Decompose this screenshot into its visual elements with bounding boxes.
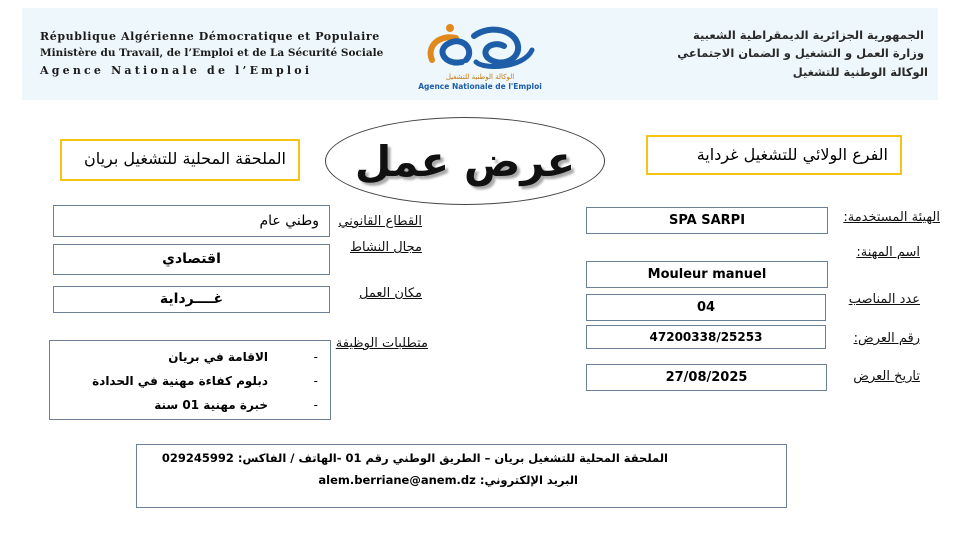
header-fr-line3: Agence Nationale de l’Emploi [40, 64, 313, 77]
workplace-field [53, 286, 330, 313]
header-fr-line1: République Algérienne Démocratique et Populaire [40, 30, 380, 43]
offer-date-field [586, 364, 827, 391]
offer-number-field [586, 325, 826, 349]
legal-sector-value: وطني عام [259, 213, 319, 229]
employer-field [586, 207, 828, 234]
header-ar-line3: الوكالة الوطنية للتشغيل [792, 65, 928, 79]
positions-label: عدد المناصب [848, 292, 920, 307]
employer-label: الهيئة المستخدمة: [843, 210, 940, 225]
header-ar-line1: الجمهورية الجزائرية الديمقراطية الشعبية [692, 28, 924, 42]
logo-text-ar: الوكالة الوطنية للتشغيل [445, 73, 515, 81]
legal-sector-label: القطاع القانوني [338, 214, 422, 229]
job-value: Mouleur manuel [647, 267, 767, 282]
anem-logo-icon [404, 16, 556, 72]
job-field [586, 261, 828, 288]
requirements-list [50, 341, 330, 417]
offer-date-value: 27/08/2025 [665, 370, 748, 385]
logo-text-fr: Agence Nationale de l'Emploi [418, 82, 542, 91]
legal-sector-field [53, 205, 330, 237]
positions-field [586, 294, 826, 321]
positions-value: 04 [696, 300, 716, 315]
footer-address: الملحقة المحلية للتشغيل بريان – الطريق الوطني رقم 01 -الهاتف / الفاكس: 029245992 [161, 451, 668, 465]
header-fr-line2: Ministère du Travail, de l’Emploi et de La Sécurité Sociale [40, 47, 384, 59]
activity-label: مجال النشاط [350, 240, 422, 255]
title-ellipse [325, 117, 605, 205]
branch-box [646, 135, 902, 175]
header-ar-line2: وزارة العمل و التشغيل و الضمان الاجتماعي [677, 46, 924, 60]
footer-email: البريد الإلكتروني: alem.berriane@anem.dz [318, 473, 578, 487]
branch-label: الفرع الولائي للتشغيل غرداية [696, 145, 888, 164]
offer-number-value: 47200338/25253 [649, 330, 763, 344]
local-agency-box [60, 139, 300, 181]
offer-date-label: تاريخ العرض [853, 369, 920, 384]
anem-logo [404, 16, 556, 96]
list-item: - دبلوم كفاءة مهنية في الحدادة [92, 374, 318, 388]
requirements-box [49, 340, 331, 420]
local-agency-label: الملحقة المحلية للتشغيل بريان [83, 149, 286, 168]
activity-value: اقتصادي [162, 251, 221, 267]
offer-number-label: رقم العرض: [853, 331, 920, 346]
activity-field [53, 244, 330, 275]
requirements-label: متطلبات الوظيفة [335, 336, 428, 351]
contact-footer [136, 444, 787, 508]
list-item: - خبرة مهنية 01 سنة [154, 398, 318, 412]
workplace-label: مكان العمل [359, 286, 422, 301]
job-label: اسم المهنة: [856, 245, 920, 260]
list-item: - الاقامة في بريان [168, 350, 318, 364]
employer-value: SPA SARPI [668, 213, 746, 228]
page-title: عرض عمل [354, 136, 576, 186]
workplace-value: غــــرداية [159, 291, 224, 307]
